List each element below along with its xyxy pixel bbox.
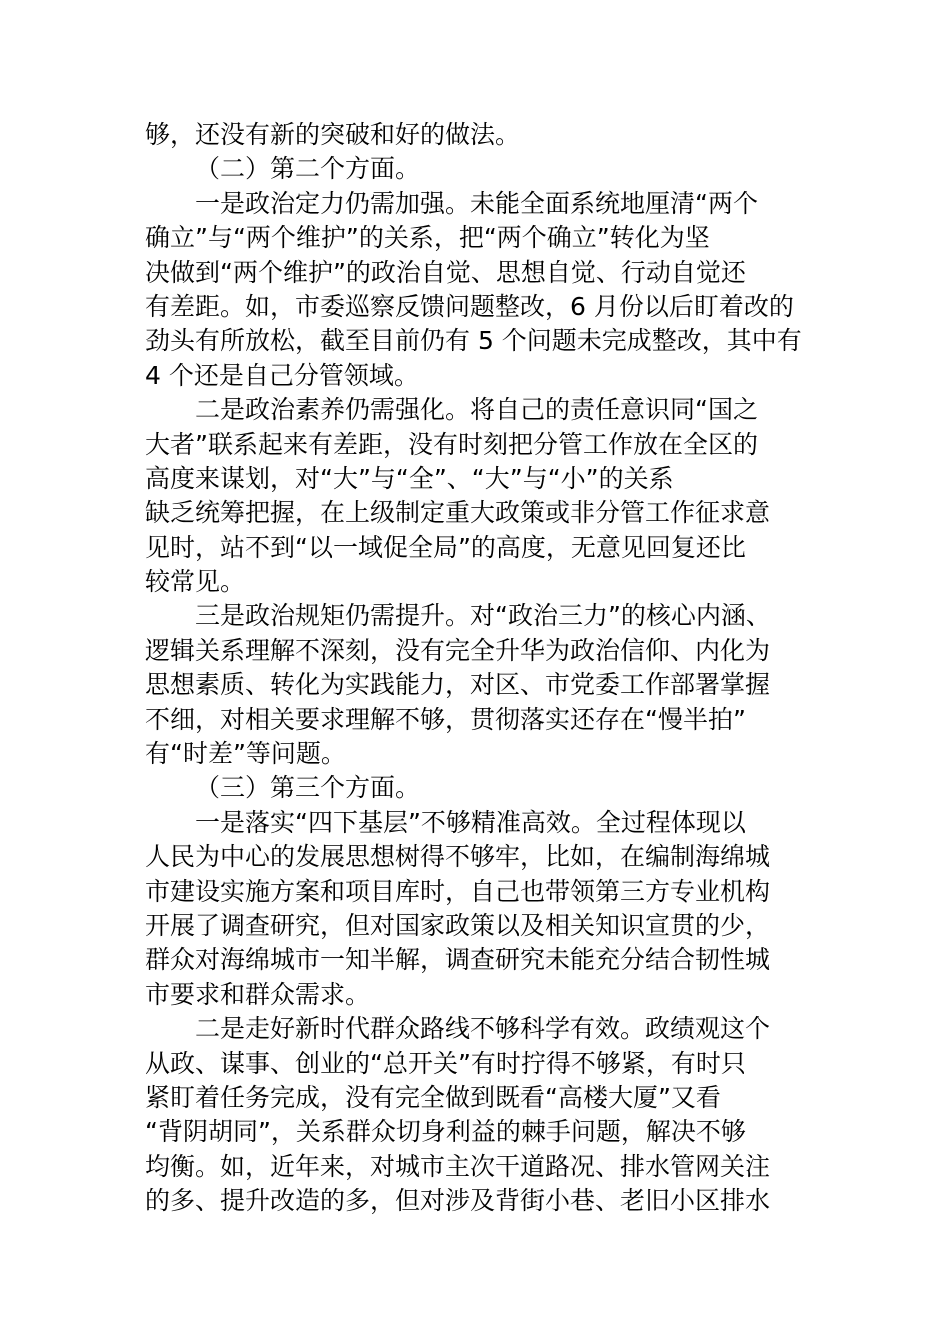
text-line: 人民为中心的发展思想树得不够牢，比如，在编制海绵城 — [145, 842, 771, 872]
text-line: 决做到“两个维护”的政治自觉、思想自觉、行动自觉还 — [145, 257, 746, 287]
text-line: 有差距。如，市委巡察反馈问题整改，6 月份以后盯着改的 — [145, 291, 794, 321]
text-line: 见时，站不到“以一域促全局”的高度，无意见回复还比 — [145, 532, 746, 562]
text-line: 缺乏统筹把握，在上级制定重大政策或非分管工作征求意 — [145, 498, 771, 528]
text-line: 的多、提升改造的多，但对涉及背街小巷、老旧小区排水 — [145, 1186, 771, 1216]
text-line: 从政、谋事、创业的“总开关”有时拧得不够紧，有时只 — [145, 1048, 746, 1078]
text-line: 三是政治规矩仍需提升。对“政治三力”的核心内涵、 — [195, 601, 771, 631]
text-line: 一是落实“四下基层”不够精准高效。全过程体现以 — [195, 807, 746, 837]
text-line: 有“时差”等问题。 — [145, 739, 346, 769]
text-line: 二是走好新时代群众路线不够科学有效。政绩观这个 — [195, 1014, 771, 1044]
text-line: 紧盯着任务完成，没有完全做到既看“高楼大厦”又看 — [145, 1082, 721, 1112]
text-line: 市要求和群众需求。 — [145, 979, 371, 1009]
text-line: 确立”与“两个维护”的关系，把“两个确立”转化为坚 — [145, 223, 710, 253]
section-heading: （二）第二个方面。 — [195, 154, 421, 184]
text-line: 二是政治素养仍需强化。将自己的责任意识同“国之 — [195, 395, 758, 425]
text-line: 够，还没有新的突破和好的做法。 — [145, 120, 521, 149]
text-line: 群众对海绵城市一知半解，调查研究未能充分结合韧性城 — [145, 945, 771, 975]
text-line: 4 个还是自己分管领域。 — [145, 360, 419, 390]
text-line: 市建设实施方案和项目库时，自己也带领第三方专业机构 — [145, 876, 771, 906]
text-line: 均衡。如，近年来，对城市主次干道路况、排水管网关注 — [145, 1151, 771, 1181]
text-line: “背阴胡同”，关系群众切身利益的棘手问题，解决不够 — [145, 1117, 746, 1147]
text-line: 高度来谋划，对“大”与“全”、“大”与“小”的关系 — [145, 463, 674, 493]
text-line: 一是政治定力仍需加强。未能全面系统地厘清“两个 — [195, 188, 758, 218]
text-line: 逻辑关系理解不深刻，没有完全升华为政治信仰、内化为 — [145, 635, 771, 665]
text-line: 大者”联系起来有差距，没有时刻把分管工作放在全区的 — [145, 429, 758, 459]
document-body — [145, 118, 810, 1219]
section-heading: （三）第三个方面。 — [195, 773, 421, 803]
text-line: 思想素质、转化为实践能力，对区、市党委工作部署掌握 — [145, 670, 771, 700]
text-line: 开展了调查研究，但对国家政策以及相关知识宣贯的少， — [145, 910, 771, 940]
text-line: 不细，对相关要求理解不够，贯彻落实还存在“慢半拍” — [145, 704, 746, 734]
text-line: 较常见。 — [145, 567, 246, 597]
text-line: 劲头有所放松，截至目前仍有 5 个问题未完成整改，其中有 — [145, 326, 802, 356]
